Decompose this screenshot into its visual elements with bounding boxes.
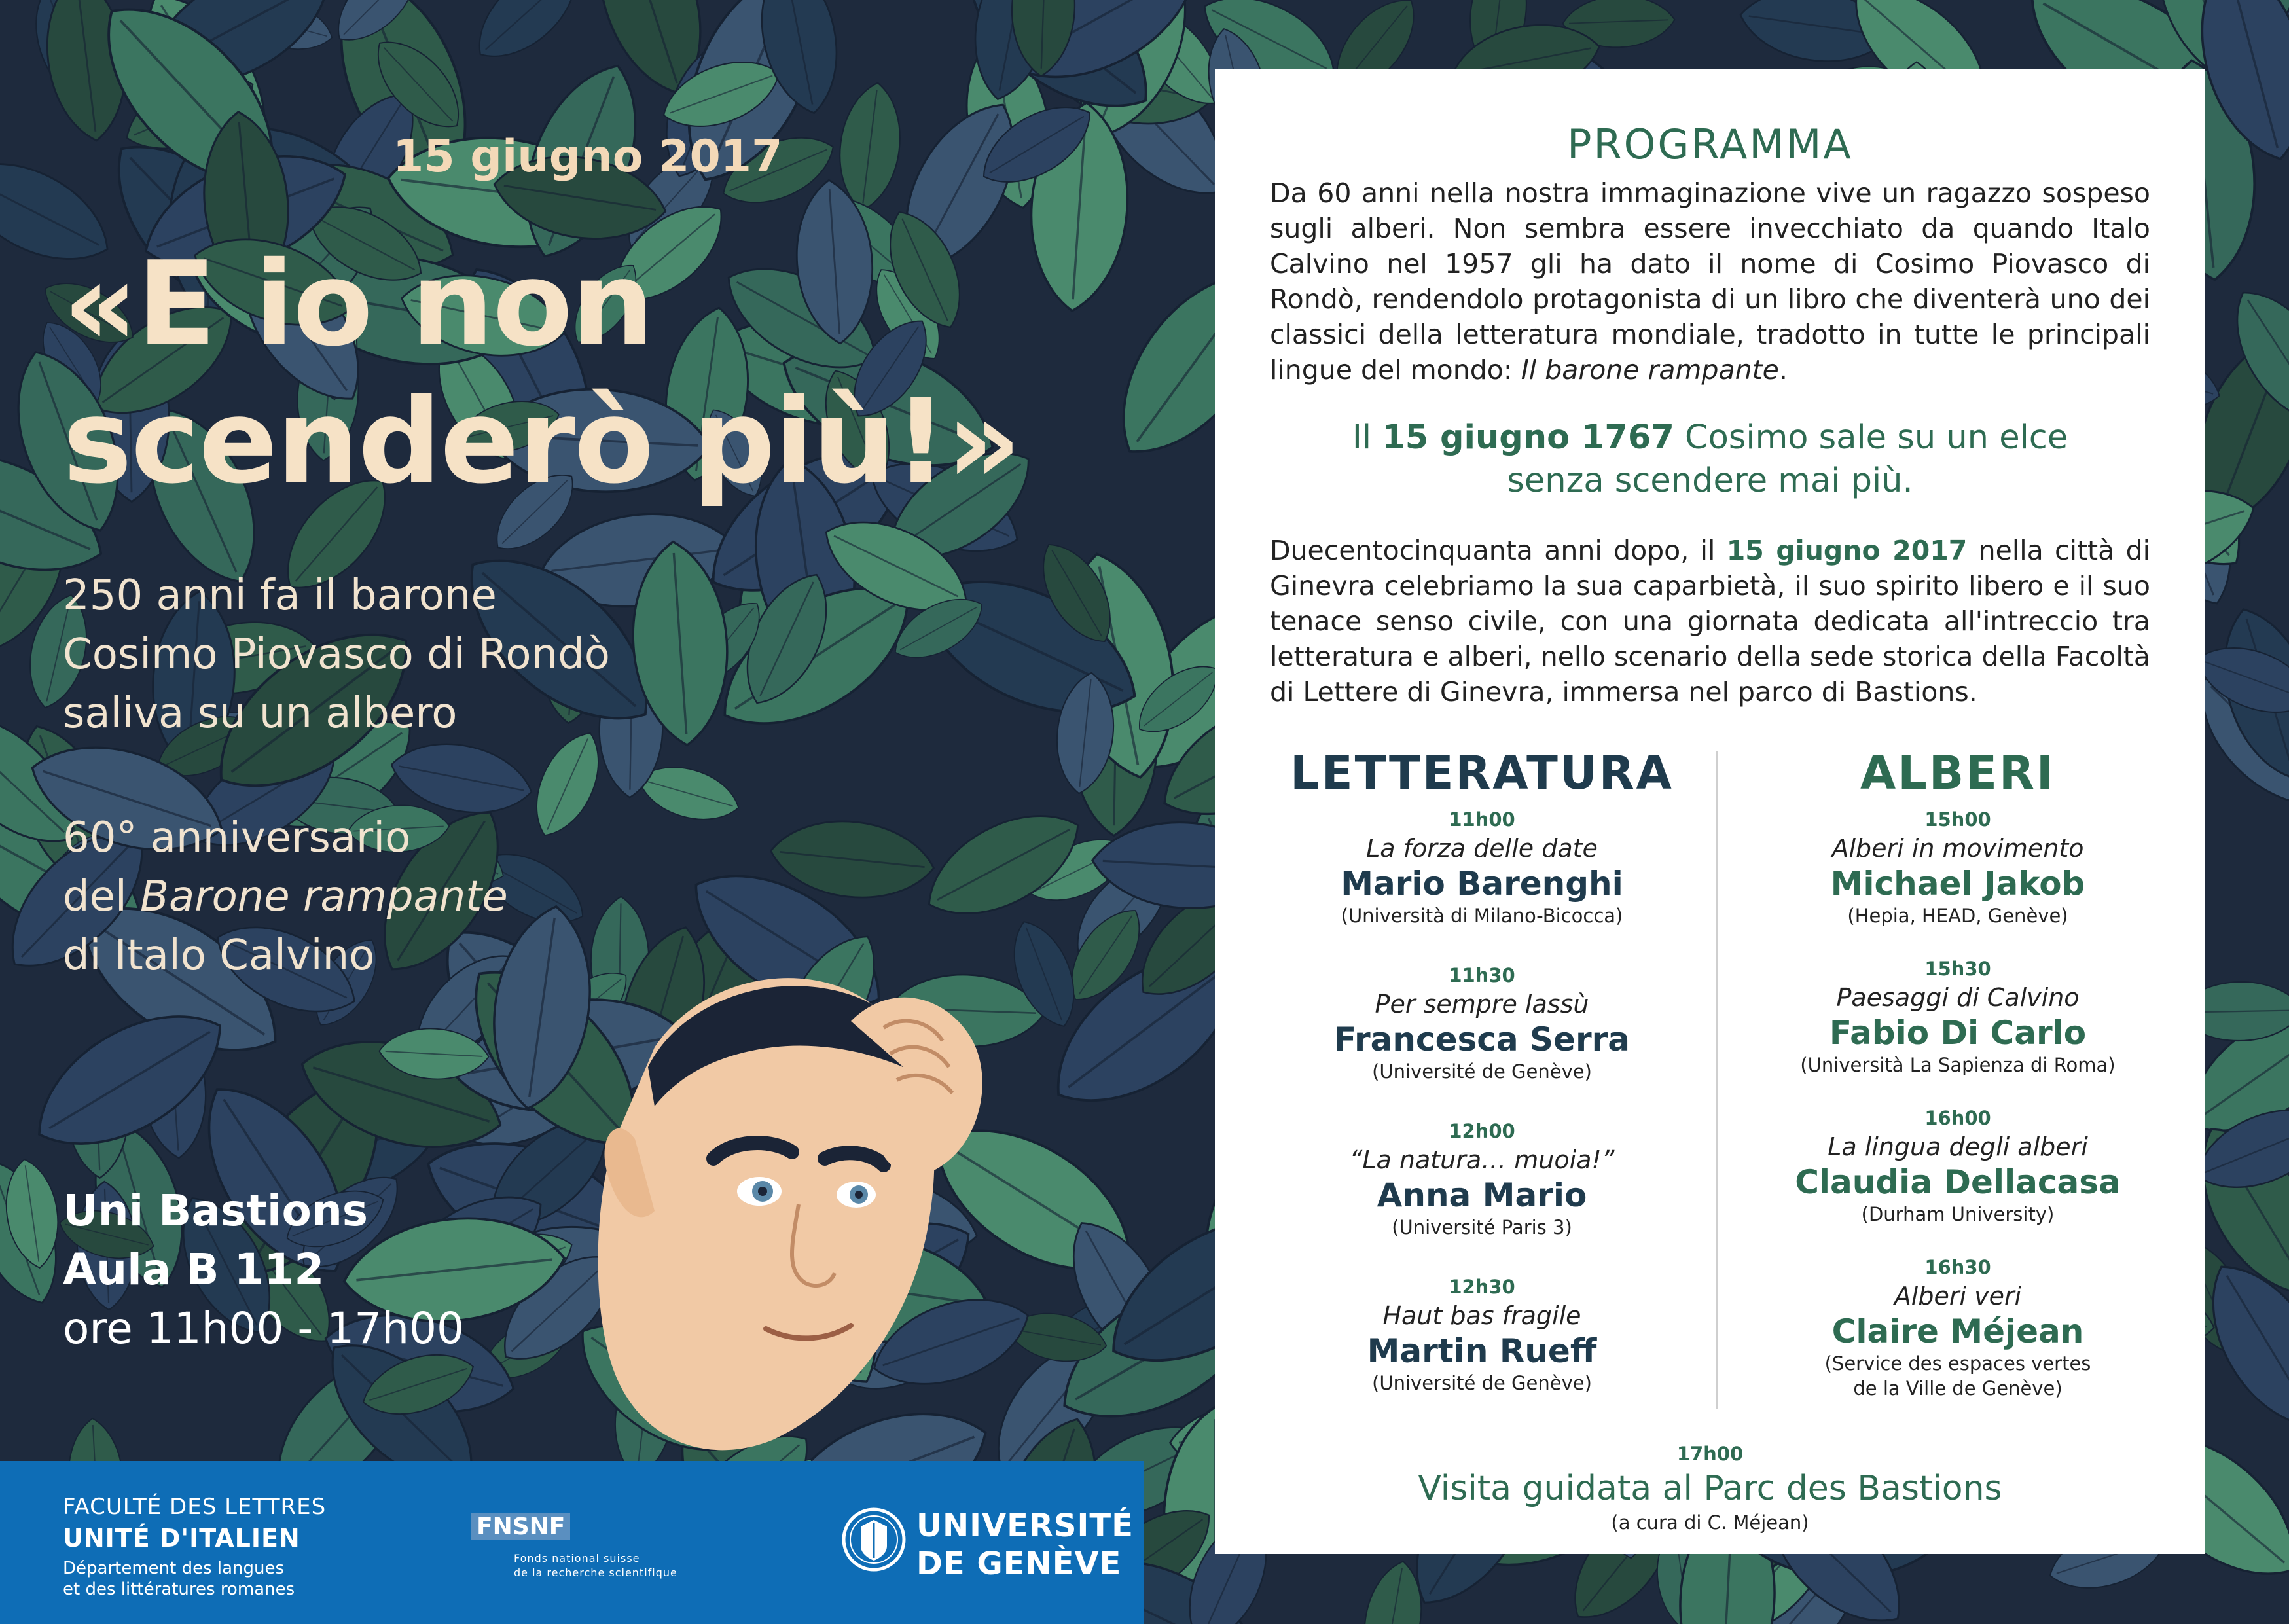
schedule-slot: [1253, 1274, 1711, 1396]
program-body-rest: nella città di Ginevra celebriamo la sua caparbietà, il suo spirito libero e il suo tenace senso civile, con una giornata dedicata all'intreccio tra letteratura e alberi, nello scenario della sede storica della Facoltà di Lettere di Ginevra, immersa nel parco di Bastions.: [1270, 535, 2150, 708]
program-intro-end: .: [1778, 354, 1788, 386]
slot-speaker: Claire Méjean: [1831, 1312, 2084, 1350]
slot-talk-title: La lingua degli alberi: [1828, 1132, 2088, 1161]
schedule-slot: [1729, 1105, 2187, 1227]
fnsnf-logo: FNSNF: [471, 1513, 570, 1540]
slot-speaker: Francesca Serra: [1333, 1020, 1631, 1058]
schedule-slot: [1729, 806, 2187, 928]
anniversary-line-1: 60° anniversario: [63, 814, 411, 862]
slot-speaker: Claudia Dellacasa: [1795, 1163, 2121, 1201]
highlight-rest: Cosimo sale su un elce: [1674, 418, 2068, 457]
slot-talk-title: Paesaggi di Calvino: [1836, 983, 2080, 1012]
slot-talk-title: “La natura… muoia!”: [1349, 1146, 1615, 1174]
slot-speaker: Martin Rueff: [1367, 1332, 1597, 1370]
schedule-slot: [1253, 962, 1711, 1084]
schedule-slot: [1729, 1254, 2187, 1401]
program-intro-book-title: Il barone rampante: [1521, 354, 1779, 386]
schedule-slot: [1253, 806, 1711, 928]
event-date: 15 giugno 2017: [393, 131, 783, 183]
final-event-title: Visita guidata al Parc des Bastions: [1418, 1469, 2002, 1508]
program-title: PROGRAMMA: [1567, 120, 1853, 168]
book-title: Barone rampante: [140, 873, 508, 921]
column-heading: LETTERATURA: [1290, 746, 1674, 800]
final-event: [1215, 1441, 2205, 1535]
fnsnf-caption: [514, 1551, 677, 1580]
slot-speaker: Anna Mario: [1377, 1176, 1587, 1214]
slot-time: 11h00: [1449, 808, 1515, 831]
footer-logos-bar: [0, 1461, 1144, 1624]
venue-info: [63, 1182, 464, 1358]
column-divider: [1716, 751, 1718, 1409]
department-line-1: Département des langues: [63, 1559, 285, 1578]
slot-talk-title: Per sempre lassù: [1375, 990, 1589, 1019]
department-name: [63, 1558, 295, 1600]
venue-room: Aula B 112: [63, 1244, 325, 1295]
highlight-date: 15 giugno 1767: [1382, 418, 1674, 457]
venue-hours: ore 11h00 - 17h00: [63, 1303, 465, 1354]
column-heading: ALBERI: [1860, 746, 2055, 800]
slot-affiliation-line-2: de la Ville de Genève): [1853, 1377, 2063, 1399]
slot-talk-title: Alberi veri: [1894, 1282, 2022, 1310]
slot-affiliation: (Université Paris 3): [1392, 1216, 1572, 1238]
university-name-line-1: UNIVERSITÉ: [916, 1507, 1134, 1544]
program-panel: [1215, 69, 2205, 1554]
intro-line-3: saliva su un albero: [63, 689, 458, 738]
calvino-portrait-illustration: [576, 943, 1073, 1466]
highlight-line-2: senza scendere mai più.: [1507, 461, 1913, 500]
slot-speaker: Mario Barenghi: [1341, 865, 1623, 903]
slot-talk-title: Haut bas fragile: [1382, 1301, 1581, 1330]
university-name: [916, 1507, 1134, 1583]
slot-affiliation: (Durham University): [1861, 1203, 2055, 1225]
anniversary-line-2: [63, 867, 508, 926]
slot-affiliation: (Service des espaces vertes: [1824, 1352, 2091, 1375]
anniversary-line-2-prefix: del: [63, 873, 141, 921]
intro-text: [63, 566, 610, 743]
department-line-2: et des littératures romanes: [63, 1579, 295, 1599]
schedule-column-letteratura: [1253, 744, 1711, 1396]
fnsnf-caption-line-1: Fonds national suisse: [514, 1552, 640, 1564]
slot-talk-title: La forza delle date: [1366, 834, 1598, 863]
venue-place: Uni Bastions: [63, 1185, 369, 1236]
program-body-date: 15 giugno 2017: [1726, 535, 1968, 566]
final-event-time: 17h00: [1676, 1443, 1744, 1465]
slot-affiliation: (Università La Sapienza di Roma): [1800, 1054, 2116, 1076]
program-intro-main: Da 60 anni nella nostra immaginazione vive un ragazzo sospeso sugli alberi. Non sembra essere invecchiato da quando Italo Calvino nel 1957 gli ha dato il nome di Cosimo Piovasco di Rondò, rendendolo protagonista di un libro che diventerà uno dei classici della letteratura mondiale, tradotto in tutte le principali lingue del mondo:: [1270, 177, 2150, 386]
slot-affiliation: (Université de Genève): [1372, 1060, 1592, 1083]
slot-time: 11h30: [1449, 964, 1515, 986]
fnsnf-caption-line-2: de la recherche scientifique: [514, 1566, 677, 1579]
intro-line-2: Cosimo Piovasco di Rondò: [63, 630, 610, 679]
slot-affiliation: (Université de Genève): [1372, 1372, 1592, 1394]
university-seal-icon: [841, 1500, 907, 1579]
slot-time: 15h30: [1924, 958, 1991, 980]
slot-affiliation: (Hepia, HEAD, Genève): [1847, 905, 2068, 927]
event-title: [63, 236, 1143, 511]
event-title-line-1: «E io non: [63, 236, 653, 372]
slot-time: 15h00: [1924, 808, 1991, 831]
unit-name: UNITÉ D'ITALIEN: [63, 1524, 300, 1553]
schedule-slot: [1253, 1118, 1711, 1240]
final-event-curator: (a cura di C. Méjean): [1611, 1511, 1809, 1534]
program-highlight: [1215, 416, 2205, 503]
slot-time: 12h30: [1449, 1276, 1515, 1298]
anniversary-line-3: di Italo Calvino: [63, 931, 375, 980]
slot-time: 12h00: [1449, 1120, 1515, 1142]
highlight-prefix: Il: [1352, 418, 1382, 457]
intro-line-1: 250 anni fa il barone: [63, 571, 497, 620]
slot-time: 16h30: [1924, 1256, 1991, 1278]
university-name-line-2: DE GENÈVE: [916, 1545, 1122, 1582]
slot-affiliation: (Università di Milano-Bicocca): [1341, 905, 1623, 927]
slot-talk-title: Alberi in movimento: [1831, 834, 2084, 863]
event-title-line-2: scenderò più!»: [63, 374, 1020, 509]
anniversary-text: [63, 808, 508, 985]
program-body-prefix: Duecentocinquanta anni dopo, il: [1270, 535, 1727, 566]
slot-speaker: Michael Jakob: [1830, 865, 2085, 903]
schedule-slot: [1729, 956, 2187, 1077]
program-intro: [1270, 175, 2150, 388]
schedule-column-alberi: [1729, 744, 2187, 1401]
program-body: [1270, 533, 2150, 710]
slot-time: 16h00: [1924, 1107, 1991, 1129]
slot-speaker: Fabio Di Carlo: [1829, 1014, 2087, 1052]
faculty-name: FACULTÉ DES LETTRES: [63, 1494, 327, 1520]
